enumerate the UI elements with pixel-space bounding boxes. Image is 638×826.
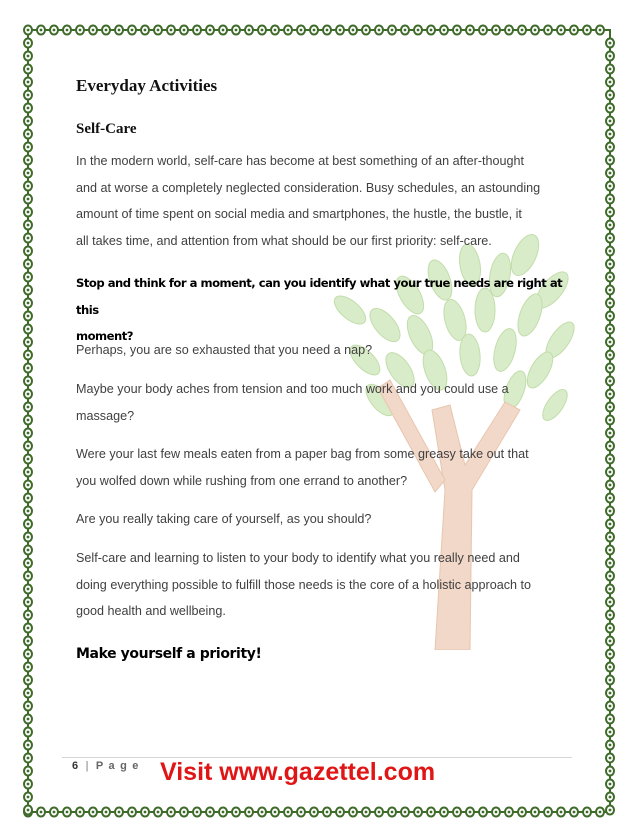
page-number-separator: | — [85, 760, 90, 772]
text-line: Stop and think for a moment, can you identify what your true needs are right at this — [76, 276, 563, 317]
text-line: moment? — [76, 329, 134, 343]
selfcare-paragraph — [76, 545, 566, 625]
text-line: all takes time, and attention from what should be our first priority: self-care. — [76, 233, 492, 248]
page-number — [72, 760, 140, 772]
text-line: Were your last few meals eaten from a paper bag from some greasy take out that — [76, 447, 529, 461]
text-line: amount of time spent on social media and smartphones, the hustle, the bustle, it — [76, 207, 522, 221]
text-line: and at worse a completely neglected consideration. Busy schedules, an astounding — [76, 180, 541, 195]
page-number-value: 6 — [72, 760, 80, 772]
intro-paragraph — [76, 148, 566, 254]
section-title: Self-Care — [76, 121, 137, 137]
page-content — [70, 0, 570, 826]
text-line: Are you really taking care of yourself, as you should? — [76, 512, 372, 526]
visit-link[interactable]: Visit www.gazettel.com — [160, 758, 436, 786]
text-line: doing everything possible to fulfill those needs is the core of a holistic approach to — [76, 577, 532, 592]
meals-paragraph — [76, 441, 566, 494]
text-line: massage? — [76, 408, 135, 423]
page-label: P a g e — [95, 760, 140, 772]
page-title: Everyday Activities — [76, 76, 218, 95]
text-line: Self-care and learning to listen to your body to identify what you really need and — [76, 551, 520, 565]
maybe-paragraph — [76, 376, 566, 429]
text-line: you wolfed down while rushing from one errand to another? — [76, 473, 408, 488]
text-line: good health and wellbeing. — [76, 604, 226, 618]
perhaps-paragraph — [76, 337, 566, 364]
text-line: In the modern world, self-care has become at best something of an after-thought — [76, 154, 525, 168]
text-line: Perhaps, you are so exhausted that you need a nap? — [76, 343, 373, 357]
closing-heading: Make yourself a priority! — [76, 646, 262, 662]
really-paragraph — [76, 506, 566, 533]
text-line: Maybe your body aches from tension and too much work and you could use a — [76, 382, 509, 396]
